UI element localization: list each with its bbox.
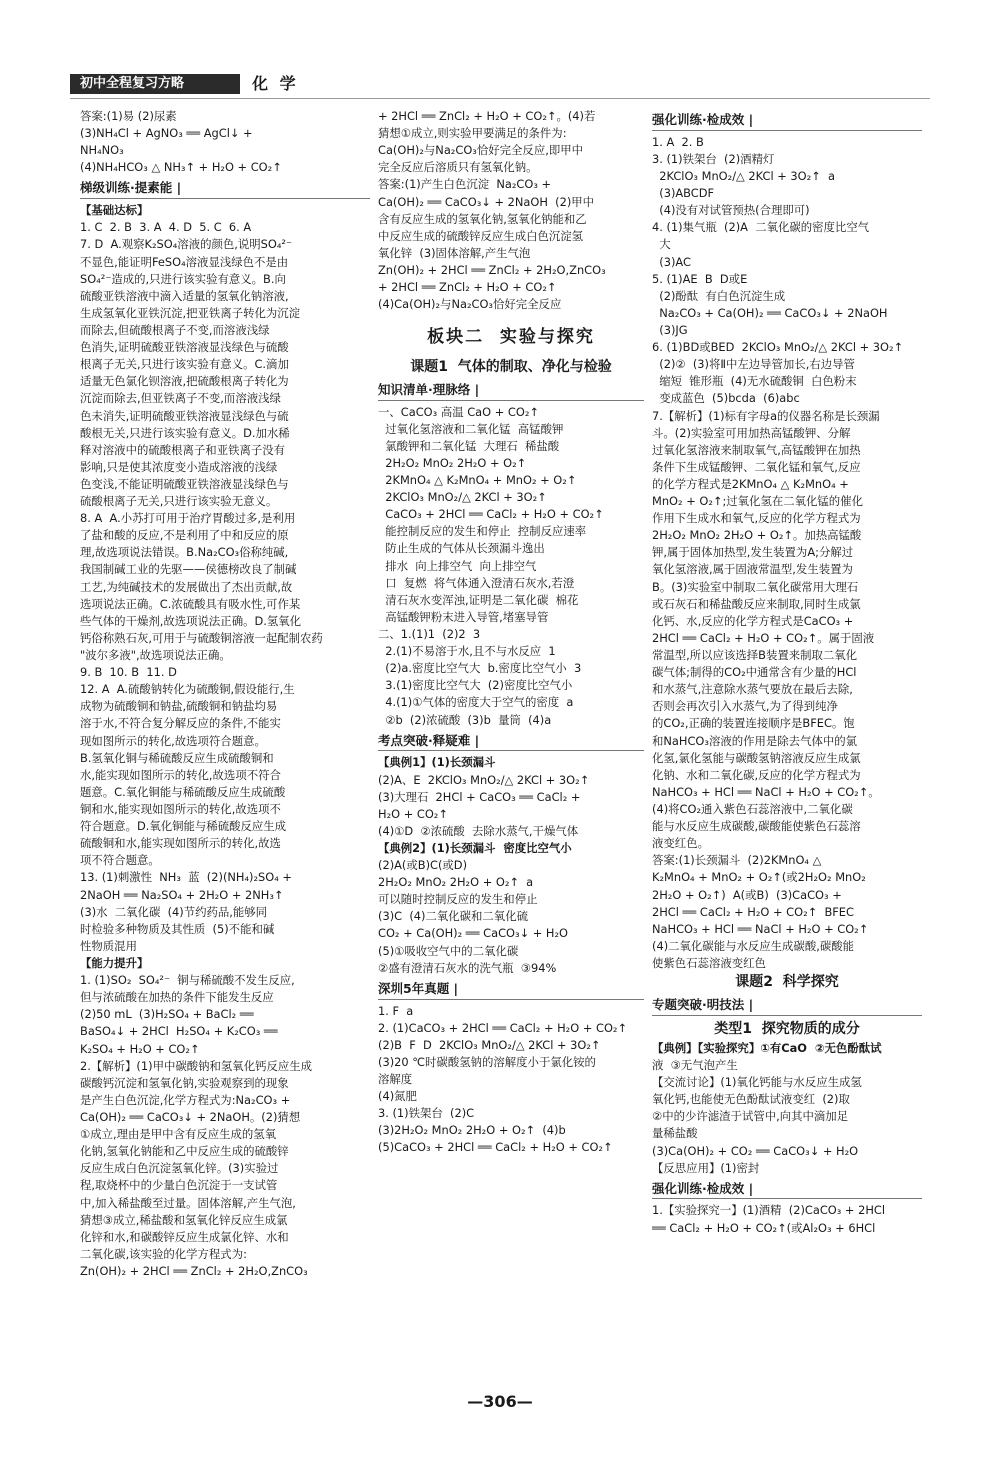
- text-line: + 2HCl ══ ZnCl₂ + H₂O + CO₂↑: [378, 280, 557, 295]
- text-line: 液 ③无气泡产生: [652, 1057, 738, 1072]
- text-line: 1.【实验探究一】(1)酒精 (2)CaCO₃ + 2HCl: [652, 1203, 886, 1218]
- text-line: 7.【解析】(1)标有字母a的仪器名称是长颈漏: [652, 408, 880, 423]
- text-line: (3)NH₄Cl + AgNO₃ ══ AgCl↓ +: [80, 126, 253, 141]
- column-middle: [378, 108, 644, 1348]
- text-line: 课题1 气体的制取、净化与检验: [410, 358, 612, 375]
- text-line: 13. (1)刺激性 NH₃ 蓝 (2)(NH₄)₂SO₄ +: [80, 870, 292, 885]
- text-line: ①成立,理由是甲中含有反应生成的氢氧: [80, 1127, 277, 1142]
- page-header: [70, 72, 930, 99]
- text-line: 和NaHCO₃溶液的作用是除去气体中的氯: [652, 733, 858, 748]
- page-number: —306—: [467, 1392, 533, 1411]
- text-line: 12. A A.硫酸钠转化为硫酸铜,假设能行,生: [80, 682, 295, 697]
- text-line: (2)② (3)将Ⅱ中左边导管加长,右边导管: [652, 357, 855, 372]
- text-line: 2H₂O₂ MnO₂ 2H₂O + O₂↑ a: [378, 875, 534, 890]
- text-line: 成物为硫酸铜和钠盐,硫酸铜和钠盐均易: [80, 699, 278, 714]
- text-line: (3)AC: [652, 254, 691, 269]
- text-line: 色未消失,证明硫酸亚铁溶液显浅绿色与硫: [80, 408, 289, 423]
- text-line: 5. (1)AE B D或E: [652, 271, 748, 286]
- text-line: 强化训练·检成效 |: [652, 1180, 922, 1200]
- text-line: 清石灰水变浑浊,证明是二氧化碳 棉花: [378, 592, 579, 607]
- text-line: (4)氮肥: [378, 1089, 417, 1104]
- text-line: 1. A 2. B: [652, 134, 704, 149]
- text-line: Ca(OH)₂ ══ CaCO₃↓ + 2NaOH。(2)猜想: [80, 1109, 301, 1124]
- text-line: 猜想①成立,则实验甲要满足的条件为:: [378, 126, 567, 141]
- text-line: 2.【解析】(1)甲中碳酸钠和氢氧化钙反应生成: [80, 1058, 313, 1073]
- text-line: 2H₂O₂ MnO₂ 2H₂O + O₂↑。加热高锰酸: [652, 528, 862, 543]
- text-line: 程,取烧杯中的少量白色沉淀于一支试管: [80, 1178, 278, 1193]
- text-line: 类型1 探究物质的成分: [714, 1020, 860, 1037]
- text-line: 铜和水,能实现如图所示的转化,故选项不: [80, 802, 281, 817]
- text-line: 过氧化氢溶液来制取氧气,高锰酸钾在加热: [652, 442, 861, 457]
- text-line: 3. (1)铁架台 (2)C: [378, 1106, 475, 1121]
- text-line: 反应生成白色沉淀氢氧化锌。(3)实验过: [80, 1161, 279, 1176]
- text-line: 1. C 2. B 3. A 4. D 5. C 6. A: [80, 220, 252, 235]
- text-line: 和水蒸气,注意除水蒸气要放在最后去除,: [652, 682, 853, 697]
- text-line: 生成氢氧化亚铁沉淀,把亚铁离子转化为沉淀: [80, 305, 301, 320]
- text-line: 影响,只是使其浓度变小造成溶液的浅绿: [80, 459, 278, 474]
- text-line: 3. (1)铁架台 (2)酒精灯: [652, 151, 775, 166]
- text-line: 钙俗称熟石灰,可用于与硫酸铜溶液一起配制农药: [80, 630, 323, 645]
- text-line: (2)酚酞 有白色沉淀生成: [652, 288, 786, 303]
- text-line: K₂MnO₄ + MnO₂ + O₂↑(或2H₂O₂ MnO₂: [652, 870, 866, 885]
- text-line: 【能力提升】: [80, 956, 149, 970]
- text-line: 题意。C.氧化铜能与稀硫酸反应生成硫酸: [80, 784, 286, 799]
- text-line: (3)ABCDF: [652, 186, 715, 201]
- series-title: 初中全程复习方略: [70, 74, 240, 94]
- text-line: 钾,属于固体加热型,发生装置为A;分解过: [652, 545, 854, 560]
- text-line: 2NaOH ══ Na₂SO₄ + 2H₂O + 2NH₃↑: [80, 887, 284, 902]
- text-line: 些气体的干燥剂,故选项说法正确。D.氢氧化: [80, 613, 302, 628]
- text-line: 过氧化氢溶液和二氧化锰 高锰酸钾: [378, 421, 564, 436]
- text-line: 二氧化碳,该实验的化学方程式为:: [80, 1246, 247, 1261]
- text-line: 大: [652, 237, 671, 252]
- text-line: 答案:(1)易 (2)尿素: [80, 109, 177, 123]
- text-line: 1. F a: [378, 1003, 414, 1018]
- text-line: 2HCl ══ CaCl₂ + H₂O + CO₂↑。属于固液: [652, 630, 875, 645]
- text-line: 6. (1)BD或BED 2KClO₃ MnO₂/△ 2KCl + 3O₂↑: [652, 340, 904, 355]
- text-line: 溶解度: [378, 1072, 413, 1086]
- text-line: H₂O + CO₂↑: [378, 806, 448, 821]
- text-line: 而除去,但硫酸根离子不变,而溶液浅绿: [80, 322, 270, 337]
- text-line: B.氢氧化铜与稀硫酸反应生成硫酸铜和: [80, 750, 274, 765]
- text-line: ②b (2)浓硫酸 (3)b 量筒 (4)a: [378, 712, 552, 727]
- column-right: [652, 108, 922, 1348]
- text-line: 现如图所示的转化,故选项符合题意。: [80, 733, 266, 748]
- text-line: 液变红色。: [652, 836, 709, 851]
- text-line: 化钠、水和二氧化碳,反应的化学方程式为: [652, 767, 861, 782]
- text-line: 释对溶液中的硫酸根离子和亚铁离子没有: [80, 442, 286, 457]
- text-line: 选项说法正确。C.浓硫酸具有吸水性,可作某: [80, 596, 301, 611]
- text-line: 答案:(1)长颈漏斗 (2)2KMnO₄ △: [652, 853, 822, 868]
- column-left: [80, 108, 370, 1348]
- text-line: 答案:(1)产生白色沉淀 Na₂CO₃ +: [378, 177, 552, 192]
- text-line: 高锰酸钾粉末进入导管,堵塞导管: [378, 609, 549, 624]
- text-line: 【基础达标】: [80, 203, 149, 218]
- text-line: 斗。(2)实验室可用加热高锰酸钾、分解: [652, 425, 851, 440]
- text-line: ══ CaCl₂ + H₂O + CO₂↑(或Al₂O₃ + 6HCl: [652, 1220, 876, 1235]
- text-line: 1. (1)SO₂ SO₄²⁻ 铜与稀硫酸不发生反应,: [80, 973, 295, 988]
- text-line: Zn(OH)₂ + 2HCl ══ ZnCl₂ + 2H₂O,ZnCO₃: [378, 262, 606, 277]
- text-line: 化钙、水,反应的化学方程式是CaCO₃ +: [652, 613, 854, 628]
- text-line: 【交流讨论】(1)氧化钙能与水反应生成氢: [652, 1075, 862, 1090]
- text-line: 或石灰石和稀盐酸反应来制取,同时生成氯: [652, 596, 861, 611]
- text-line: 变成蓝色 (5)bcda (6)abc: [652, 391, 800, 406]
- text-line: 色消失,证明硫酸亚铁溶液显浅绿色与硫酸: [80, 340, 289, 355]
- text-line: 沉淀而除去,但亚铁离子不变,而溶液浅绿: [80, 391, 281, 406]
- text-line: Zn(OH)₂ + 2HCl ══ ZnCl₂ + 2H₂O,ZnCO₃: [80, 1263, 308, 1278]
- text-line: 色变浅,不能证明硫酸亚铁溶液显浅绿色与: [80, 476, 289, 491]
- text-line: 2HCl ══ CaCl₂ + H₂O + CO₂↑ BFEC: [652, 904, 854, 919]
- text-line: 强化训练·检成效 |: [652, 111, 922, 131]
- text-line: 酸根无关,只进行该实验有意义。D.加水稀: [80, 425, 290, 440]
- text-line: 2KMnO₄ △ K₂MnO₄ + MnO₂ + O₂↑: [378, 473, 577, 487]
- text-line: 硫酸铜和水,能实现如图所示的转化,故选: [80, 836, 281, 851]
- text-line: 8. A A.小苏打可用于治疗胃酸过多,是利用: [80, 511, 296, 526]
- text-line: (4)将CO₂通入紫色石蕊溶液中,二氧化碳: [652, 802, 853, 817]
- text-line: 3.(1)密度比空气大 (2)密度比空气小: [378, 678, 573, 693]
- text-line: (3)大理石 2HCl + CaCO₃ ══ CaCl₂ +: [378, 789, 581, 804]
- text-line: ②盛有澄清石灰水的洗气瓶 ③94%: [378, 960, 557, 975]
- text-line: NH₄NO₃: [80, 143, 124, 158]
- text-line: (2)A、E 2KClO₃ MnO₂/△ 2KCl + 3O₂↑: [378, 772, 590, 787]
- text-line: BaSO₄↓ + 2HCl H₂SO₄ + K₂CO₃ ══: [80, 1024, 278, 1039]
- text-line: (4)NH₄HCO₃ △ NH₃↑ + H₂O + CO₂↑: [80, 160, 282, 175]
- text-line: 碳气体;制得的CO₂中通常含有少量的HCl: [652, 665, 857, 680]
- text-line: Na₂CO₃ + Ca(OH)₂ ══ CaCO₃↓ + 2NaOH: [652, 305, 888, 320]
- text-line: (4)①D ②浓硫酸 去除水蒸气,干燥气体: [378, 823, 579, 838]
- text-line: 2H₂O₂ MnO₂ 2H₂O + O₂↑: [378, 455, 527, 470]
- text-line: 化氢,氯化氢能与碳酸氢钠溶液反应生成氯: [652, 750, 861, 765]
- text-line: 溶于水,不符合复分解反应的条件,不能实: [80, 716, 281, 731]
- text-line: B。(3)实验室中制取二氧化碳常用大理石: [652, 579, 859, 594]
- text-line: 猜想③成立,稀盐酸和氢氧化锌反应生成氯: [80, 1212, 288, 1227]
- text-line: 否则会再次引入水蒸气,为了得到纯净: [652, 699, 838, 714]
- text-line: "波尔多液",故选项说法正确。: [80, 648, 231, 663]
- text-line: (3)水 二氧化碳 (4)节约药品,能够同: [80, 904, 268, 919]
- text-line: 知识清单·理脉络 |: [378, 381, 644, 401]
- text-line: 排水 向上排空气 向上排空气: [378, 558, 537, 573]
- text-line: 课题2 科学探究: [735, 974, 839, 991]
- text-line: 9. B 10. B 11. D: [80, 665, 177, 680]
- text-line: 化钠,氢氧化钠能和乙中反应生成的硫酸锌: [80, 1144, 289, 1159]
- text-line: Ca(OH)₂ ══ CaCO₃↓ + 2NaOH (2)甲中: [378, 194, 595, 209]
- text-line: 4.(1)①气体的密度大于空气的密度 a: [378, 695, 574, 710]
- text-line: 【典例2】(1)长颈漏斗 密度比空气小: [378, 840, 572, 855]
- text-line: 深圳5年真题 |: [378, 980, 644, 1000]
- text-line: MnO₂ + O₂↑;过氧化氢在二氧化锰的催化: [652, 494, 863, 509]
- text-line: (5)①吸收空气中的二氧化碳: [378, 943, 519, 958]
- text-line: (2)B F D 2KClO₃ MnO₂/△ 2KCl + 3O₂↑: [378, 1037, 601, 1052]
- text-line: 硫酸亚铁溶液中滴入适量的氢氧化钠溶液,: [80, 288, 289, 303]
- text-line: 硫酸根离子无关,只进行该实验无意义。: [80, 494, 278, 509]
- text-line: 2KClO₃ MnO₂/△ 2KCl + 3O₂↑: [378, 490, 547, 505]
- text-line: 【典例】【实验探究】①有CaO ②无色酚酞试: [652, 1040, 882, 1055]
- text-line: (4)没有对试管预热(合理即可): [652, 203, 810, 218]
- text-line: 时检验多种物质及其性质 (5)不能和碱: [80, 921, 275, 936]
- text-line: 作用下生成水和氧气,反应的化学方程式为: [652, 511, 861, 526]
- text-line: CaCO₃ + 2HCl ══ CaCl₂ + H₂O + CO₂↑: [378, 507, 604, 522]
- text-line: SO₄²⁻造成的,只进行该实验有意义。B.向: [80, 271, 286, 286]
- text-line: 水,能实现如图所示的转化,故选项不符合: [80, 767, 281, 782]
- text-line: K₂SO₄ + H₂O + CO₂↑: [80, 1041, 200, 1056]
- text-line: 2. (1)CaCO₃ + 2HCl ══ CaCl₂ + H₂O + CO₂↑: [378, 1020, 628, 1035]
- text-line: 2KClO₃ MnO₂/△ 2KCl + 3O₂↑ a: [652, 168, 835, 183]
- text-line: 条件下生成锰酸钾、二氧化锰和氧气,反应: [652, 459, 861, 474]
- text-line: 梯级训练·提素能 |: [80, 179, 370, 199]
- text-line: 考点突破·释疑难 |: [378, 732, 644, 752]
- text-line: 根离子无关,只进行该实验有意义。C.滴加: [80, 357, 289, 372]
- text-line: ②中的少许滤渣于试管中,向其中滴加足: [652, 1109, 849, 1124]
- text-line: 了盐和酸的反应,不是利用了中和反应的原: [80, 528, 289, 543]
- text-line: (3)Ca(OH)₂ + CO₂ ══ CaCO₃↓ + H₂O: [652, 1143, 859, 1158]
- subject-title: 化 学: [252, 74, 299, 93]
- text-line: 4. (1)集气瓶 (2)A 二氧化碳的密度比空气: [652, 220, 870, 235]
- text-line: 氧化氢溶液,属于固液常温型,发生装置为: [652, 562, 853, 577]
- text-line: 量稀盐酸: [652, 1126, 698, 1141]
- text-line: 碳酸钙沉淀和氢氧化钠,实验观察到的现象: [80, 1075, 289, 1090]
- text-line: 含有反应生成的氢氧化钠,氢氧化钠能和乙: [378, 211, 587, 226]
- text-line: (2)a.密度比空气大 b.密度比空气小 3: [378, 661, 582, 676]
- text-line: 能控制反应的发生和停止 控制反应速率: [378, 524, 587, 539]
- text-line: 7. D A.观察K₂SO₄溶液的颜色,说明SO₄²⁻: [80, 237, 292, 252]
- text-line: 理,故选项说法错误。B.Na₂CO₃俗称纯碱,: [80, 545, 289, 560]
- text-line: (4)Ca(OH)₂与Na₂CO₃恰好完全反应: [378, 297, 562, 312]
- text-line: 中反应生成的硫酸锌反应生成白色沉淀氢: [378, 228, 584, 243]
- text-line: 专题突破·明技法 |: [652, 996, 922, 1016]
- text-line: 氯酸钾和二氧化锰 大理石 稀盐酸: [378, 438, 560, 453]
- text-line: 工艺,为纯碱技术的发展做出了杰出贡献,故: [80, 579, 293, 594]
- text-line: 板块二 实验与探究: [427, 327, 595, 348]
- text-line: 完全反应后溶质只有氢氧化钠。: [378, 160, 538, 175]
- text-line: 化锌和水,和碳酸锌反应生成氯化锌、水和: [80, 1229, 289, 1244]
- text-line: 是产生白色沉淀,化学方程式为:Na₂CO₃ +: [80, 1092, 291, 1107]
- text-line: 【典例1】(1)长颈漏斗: [378, 755, 496, 770]
- text-line: 一、CaCO₃ 高温 CaO + CO₂↑: [378, 404, 539, 419]
- text-line: 的化学方程式是2KMnO₄ △ K₂MnO₄ +: [652, 476, 849, 491]
- text-line: (3)2H₂O₂ MnO₂ 2H₂O + O₂↑ (4)b: [378, 1123, 566, 1138]
- text-line: 不显色,能证明FeSO₄溶液显浅绿色不是由: [80, 254, 289, 269]
- text-line: 适量无色氯化钡溶液,把硫酸根离子转化为: [80, 374, 289, 389]
- text-line: 符合题意。D.氧化铜能与稀硫酸反应生成: [80, 819, 287, 834]
- text-line: 口 复燃 将气体通入澄清石灰水,若澄: [378, 575, 575, 590]
- text-line: 2H₂O + O₂↑) A(或B) (3)CaCO₃ +: [652, 887, 842, 902]
- text-line: 防止生成的气体从长颈漏斗逸出: [378, 541, 545, 556]
- text-line: (2)50 mL (3)H₂SO₄ + BaCl₂ ══: [80, 1007, 254, 1022]
- text-line: 2.(1)不易溶于水,且不与水反应 1: [378, 644, 556, 659]
- text-line: 的CO₂,正确的装置连接顺序是BFEC。饱: [652, 716, 855, 731]
- text-line: 常温型,所以应该选择B装置来制取二氧化: [652, 648, 858, 663]
- text-line: NaHCO₃ + HCl ══ NaCl + H₂O + CO₂↑: [652, 921, 869, 936]
- text-line: 但与浓硫酸在加热的条件下能发生反应: [80, 990, 274, 1005]
- text-line: (2)A(或B)C(或D): [378, 858, 468, 873]
- text-line: 我国制碱工业的先驱——侯德榜改良了制碱: [80, 562, 297, 577]
- text-line: 可以随时控制反应的发生和停止: [378, 892, 538, 907]
- text-line: (3)C (4)二氧化碳和二氧化硫: [378, 909, 528, 924]
- text-line: (4)二氧化碳能与水反应生成碳酸,碳酸能: [652, 938, 855, 953]
- text-line: 能与水反应生成碳酸,碳酸能使紫色石蕊溶: [652, 819, 861, 834]
- text-line: 氧化钙,也能使无色酚酞试液变红 (2)取: [652, 1092, 850, 1107]
- text-line: 项不符合题意。: [80, 853, 160, 868]
- text-line: + 2HCl ══ ZnCl₂ + H₂O + CO₂↑。(4)若: [378, 109, 596, 123]
- text-line: CO₂ + Ca(OH)₂ ══ CaCO₃↓ + H₂O: [378, 926, 568, 941]
- text-line: 二、1.(1)1 (2)2 3: [378, 626, 481, 641]
- text-line: (3)20 ℃时碳酸氢钠的溶解度小于氯化铵的: [378, 1054, 596, 1069]
- text-line: Ca(OH)₂与Na₂CO₃恰好完全反应,即甲中: [378, 143, 583, 158]
- text-line: 缩短 锥形瓶 (4)无水硫酸铜 白色粉末: [652, 374, 857, 389]
- text-line: 性物质混用: [80, 938, 137, 953]
- text-line: 【反思应用】(1)密封: [652, 1160, 760, 1175]
- text-line: (5)CaCO₃ + 2HCl ══ CaCl₂ + H₂O + CO₂↑: [378, 1140, 613, 1155]
- text-line: 使紫色石蕊溶液变红色: [652, 956, 766, 970]
- text-line: (3)JG: [652, 322, 688, 337]
- text-line: 中,加入稀盐酸至过量。固体溶解,产生气泡,: [80, 1195, 296, 1210]
- text-line: 氧化锌 (3)固体溶解,产生气泡: [378, 245, 531, 260]
- text-line: NaHCO₃ + HCl ══ NaCl + H₂O + CO₂↑。: [652, 784, 880, 799]
